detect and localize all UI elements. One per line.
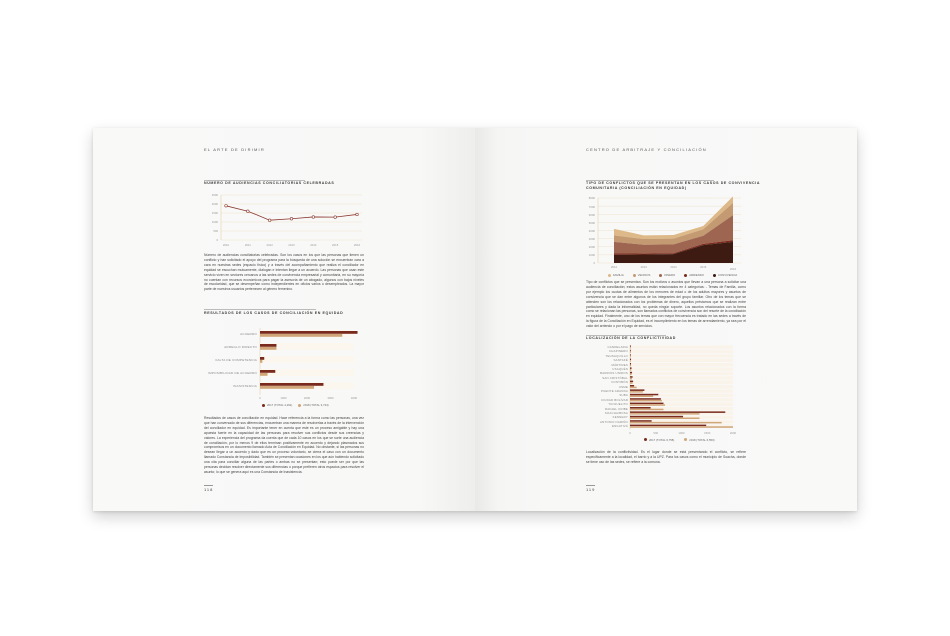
x-tick-label: 2010: [222, 243, 230, 247]
category-label: TEUSAQUILLO: [605, 353, 628, 358]
category-label: CIUDAD BOLÍVAR: [601, 397, 628, 402]
x-tick-label: 2012: [266, 243, 273, 247]
bar: [630, 413, 700, 415]
legend-label: VECINOS: [637, 273, 651, 277]
y-tick-label: 2000: [211, 202, 218, 207]
legend-item: [684, 438, 714, 442]
x-tick-label: 3000: [327, 396, 334, 400]
bar: [630, 345, 631, 347]
right-paragraph-2: Localización de la conflictividad. Es el lugar donde se está presentando el conflicto, se refiere específicamente a la localidad, el barrio y a la UPZ. Para los casos como el municipio de Soacha, donde se tiene uso de las sedes, se refiere a la comuna.: [586, 450, 746, 464]
bar: [630, 385, 634, 387]
legend-dot-icon: [608, 274, 611, 277]
bar: [630, 425, 706, 427]
data-point: [247, 210, 250, 213]
y-tick-label: 7000: [588, 204, 595, 209]
area-chart-title-line-1: TIPO DE CONFLICTOS QUE SE PRESENTAN EN LOS CASOS DE CONVIVENCIA: [586, 181, 761, 185]
bar: [260, 331, 358, 334]
chart-legend: [608, 273, 737, 277]
y-tick-label: 6000: [588, 212, 595, 217]
y-tick-label: 0: [593, 261, 595, 266]
bar: [630, 359, 631, 361]
x-tick-label: 1500: [704, 430, 711, 435]
bar: [630, 376, 633, 378]
line-chart-title: NÚMERO DE AUDIENCIAS CONCILIATORIAS CELEBRADAS: [204, 181, 335, 185]
book-spread: [93, 128, 857, 511]
x-tick-label: 2013: [288, 243, 295, 247]
data-point: [356, 213, 359, 216]
category-label: SAN CRISTÓBAL: [602, 375, 628, 380]
x-tick-label: 2000: [303, 396, 311, 400]
x-tick-label: 2014: [670, 265, 677, 269]
bar: [630, 400, 662, 402]
category-label: IMPOSIBILIDAD DE ACUERDO: [208, 371, 257, 375]
x-tick-label: 1000: [678, 430, 685, 435]
bar: [260, 360, 262, 363]
bar: [630, 347, 631, 349]
category-label: USME: [618, 384, 628, 389]
bar: [630, 356, 631, 358]
legend-dot-icon: [684, 274, 687, 277]
folio-right: 119: [586, 487, 596, 492]
right-page: [475, 128, 857, 511]
bar: [630, 404, 665, 406]
data-point: [268, 219, 271, 222]
category-label: SOACHA/BOSA: [604, 411, 628, 415]
legend-item: [659, 273, 675, 277]
section-rule: [204, 309, 316, 310]
category-label: PUENTE ARANDA: [600, 389, 628, 393]
data-point: [290, 217, 293, 220]
y-tick-label: 2500: [211, 193, 218, 198]
x-tick-label: 2016: [353, 243, 361, 247]
legend-item: [644, 438, 674, 442]
category-label: SANTAFÉ: [613, 358, 628, 363]
y-tick-label: 3000: [588, 237, 595, 242]
legend-item: [713, 273, 737, 277]
bar: [630, 409, 663, 411]
bar: [260, 357, 264, 360]
bar: [630, 387, 637, 389]
x-tick-label: 1000: [280, 396, 287, 400]
folio-rule: [586, 485, 595, 486]
y-tick-label: 2000: [588, 245, 595, 250]
bar: [630, 381, 633, 383]
bar: [630, 360, 631, 362]
legend-item: [684, 273, 704, 277]
bar-chart-title: RESULTADOS DE LOS CASOS DE CONCILIACIÓN EN EQUIDAD: [204, 311, 344, 315]
bar: [630, 407, 651, 409]
legend-label: 2018 (TOTAL 6,550): [689, 437, 715, 442]
category-label: BARRIOS UNIDOS: [600, 371, 628, 376]
legend-label: 2017 (TOTAL 4,291): [267, 403, 293, 407]
y-tick-label: 0: [216, 238, 218, 243]
category-label: INASISTENCIA: [233, 384, 257, 388]
x-tick-label: 0: [629, 430, 631, 435]
legend-dot-icon: [633, 274, 636, 277]
category-label: MÁRTIRES: [611, 362, 628, 367]
bar: [630, 422, 722, 424]
bar: [630, 372, 632, 374]
hbar-chart-title: LOCALIZACIÓN DE LA CONFLICTIVIDAD: [586, 336, 676, 340]
bar: [260, 386, 314, 389]
bar: [630, 389, 644, 391]
chart-legend: [644, 438, 715, 442]
legend-dot-icon: [713, 274, 716, 277]
x-tick-label: 2015: [700, 265, 707, 269]
bar: [260, 344, 276, 347]
category-label: FALTA DE COMPETENCIA: [215, 358, 257, 362]
x-tick-label: 2016: [729, 267, 737, 271]
left-paragraph-2: Resultados de casos de conciliación en equidad. Hace referencia a la forma como las personas, una vez que han conversado de sus diferencias, encuentran una manera de resolverlas a través de la intervención del conciliador en equidad. Es importante tener en cuenta que este es un proceso amigable y hay una apuesta fuerte en la capacidad de las personas para resolver sus conflictos desde sus creencias y valores. La experiencia del programa da cuenta que de cada 10 casos en los que se surte una audiencia de conciliación, por lo menos 9 de ellos terminan positivamente en acuerdo y dejando plasmados sus compromisos en un documento llamado Acta de Conciliación en Equidad. No obstante, si las personas no desean llegar a un acuerdo y dado que es un proceso voluntario, se cierra el caso con un documento llamado Constancia de Imposibilidad. También se presentan ocasiones en los que aún habiendo solicitado una cita para conciliar alguna de las partes o ambas no se presentan; esto puede ser por que las personas decidan resolver directamente sus diferencias o porque prefieren otros espacios para resolver el asunto; lo que se genera aquí es una Constancia de Inasistencia.: [204, 416, 364, 474]
area-chart-title-line-2: COMUNITARIA (CONCILIACIÓN EN EQUIDAD): [586, 186, 687, 190]
bar: [630, 391, 643, 393]
y-tick-label: 8000: [588, 196, 595, 201]
legend-dot-icon: [262, 404, 265, 407]
y-tick-label: 5000: [588, 220, 595, 225]
x-tick-label: 2000: [729, 430, 737, 435]
category-label: RAFAEL URIBE: [604, 406, 628, 411]
folio-rule: [204, 485, 213, 486]
bar: [630, 418, 700, 420]
right-paragraph-1: Tipo de conflictos que se presentan. Son los motivos o asuntos que llevan a una persona a solicitar una audiencia de conciliación; estos asuntos están relacionados en 4 categorías: - Temas de Familia, como por ejemplo los cuotas de alimentos de los menores de edad o de los adultos mayores y asuntos de convivencia que se dan entre algunos de los integrantes del grupo familiar. Otro de los temas que se atienden son los relacionados con los problemas de dinero, aquellos préstamos que se realizan entre particulares y dada la informalidad, no queda ningún soporte. Los asuntos relacionados con la forma como se relacionan las personas, son llamados conflictos de convivencia son del resorte de la conciliación en equidad. Finalmente, uno de los temas que con mayor frecuencia es tratado en las sedes a través de la figura de la Conciliación en Equidad, es el incumplimiento en los temas de arrendamiento, ya sea por el valor del arriendo o por el pago de servicios.: [586, 280, 747, 329]
bar: [630, 352, 631, 354]
bar: [260, 347, 276, 350]
x-tick-label: 4000: [350, 396, 358, 400]
x-tick-label: 500: [653, 430, 659, 435]
category-label: TUNJUELITO: [608, 402, 628, 407]
bar: [630, 394, 658, 396]
x-tick-label: 2012: [610, 265, 618, 269]
running-head-left: EL ARTE DE DIRIMIR: [204, 147, 265, 152]
legend-item: [298, 403, 328, 407]
x-tick-label: 2014: [310, 243, 317, 247]
chart-legend: [262, 403, 329, 407]
bar: [630, 378, 632, 380]
legend-dot-icon: [659, 274, 662, 277]
category-label: CHAPINERO: [609, 349, 628, 354]
category-label: KENNEDY: [612, 415, 628, 420]
left-paragraph-1: Número de audiencias conciliatorias celebradas. Son los casos en los que las personas que tienen un conflicto y han solicitado el apoyo del programa para la búsqueda de una solución se encuentran cara a cara en nuestras sedes (espacio físico) y a través del acompañamiento que realiza el conciliador en equidad se escuchan mutuamente, dialogan e intentan llegar a un acuerdo. Las personas que usan este servicio viven en sectores cercanos a las sedes de convivencia empresarial y comunitaria, en su mayoría no cuentan con recursos económicos para pagar la asesoría de un abogado, algunos con bajos niveles de escolaridad, que se desempeñan como independientes en oficios varios o desempleados. La mayor parte de nuestros usuarios pertenecen al género femenino.: [204, 253, 364, 292]
legend-item: [262, 403, 292, 407]
area-chart: [586, 196, 746, 278]
bar: [630, 396, 653, 398]
legend-label: CONVIVENCIA: [717, 273, 738, 277]
x-tick-label: 2011: [244, 243, 251, 247]
y-tick-label: 1500: [211, 211, 218, 216]
legend-item: [633, 273, 651, 277]
x-tick-label: 2015: [332, 243, 339, 247]
bar: [630, 403, 663, 405]
bar: [630, 369, 631, 371]
bar: [630, 411, 725, 413]
category-label: FONTIBÓN: [611, 380, 628, 385]
running-head-right: CENTRO DE ARBITRAJE Y CONCILIACIÓN: [586, 147, 707, 152]
bar: [630, 374, 632, 376]
bar: [630, 367, 632, 369]
legend-dot-icon: [298, 404, 301, 407]
bar: [630, 420, 652, 422]
bar: [630, 354, 631, 356]
legend-label: 2018 (TOTAL 3,744): [303, 403, 329, 407]
data-point: [225, 205, 228, 208]
location-bar-chart: [586, 343, 746, 447]
legend-label: ARRIENDO: [689, 273, 704, 277]
category-label: ENGATIVÁ: [611, 424, 628, 429]
bar: [260, 373, 268, 376]
legend-item: [608, 273, 624, 277]
legend-label: 2017 (TOTAL 6,758): [649, 437, 675, 442]
category-label: ACUERDO: [240, 332, 257, 336]
bar: [630, 398, 661, 400]
bar: [630, 416, 683, 418]
bar: [630, 363, 631, 365]
bar: [630, 382, 633, 384]
y-tick-label: 1000: [211, 220, 218, 225]
legend-dot-icon: [644, 438, 647, 441]
x-tick-label: 2013: [640, 265, 647, 269]
area-chart-title: [586, 181, 760, 191]
legend-label: DINERO: [664, 273, 676, 277]
x-tick-label: 0: [259, 396, 261, 400]
data-point: [334, 216, 337, 219]
legend-dot-icon: [684, 438, 687, 441]
y-tick-label: 4000: [588, 228, 595, 233]
line-chart: [204, 191, 364, 253]
category-label: SUBA: [619, 393, 628, 398]
bar: [630, 350, 631, 352]
bar: [260, 370, 275, 373]
y-tick-label: 1000: [588, 253, 595, 258]
data-point: [312, 216, 315, 219]
left-page: [93, 128, 475, 511]
category-label: ARREGLO DIRECTO: [224, 345, 257, 349]
y-tick-label: 500: [213, 229, 218, 234]
bar: [260, 334, 342, 337]
bar: [260, 383, 323, 386]
category-label: USAQUÉN: [612, 367, 628, 371]
legend-label: FAMILIA: [613, 273, 624, 277]
folio-left: 118: [204, 487, 214, 492]
bar: [630, 365, 631, 367]
category-label: ANTONIO NARIÑO: [600, 419, 628, 424]
bar: [630, 426, 733, 428]
bar-chart: [204, 323, 364, 413]
category-label: CANDELARIA: [607, 345, 628, 349]
